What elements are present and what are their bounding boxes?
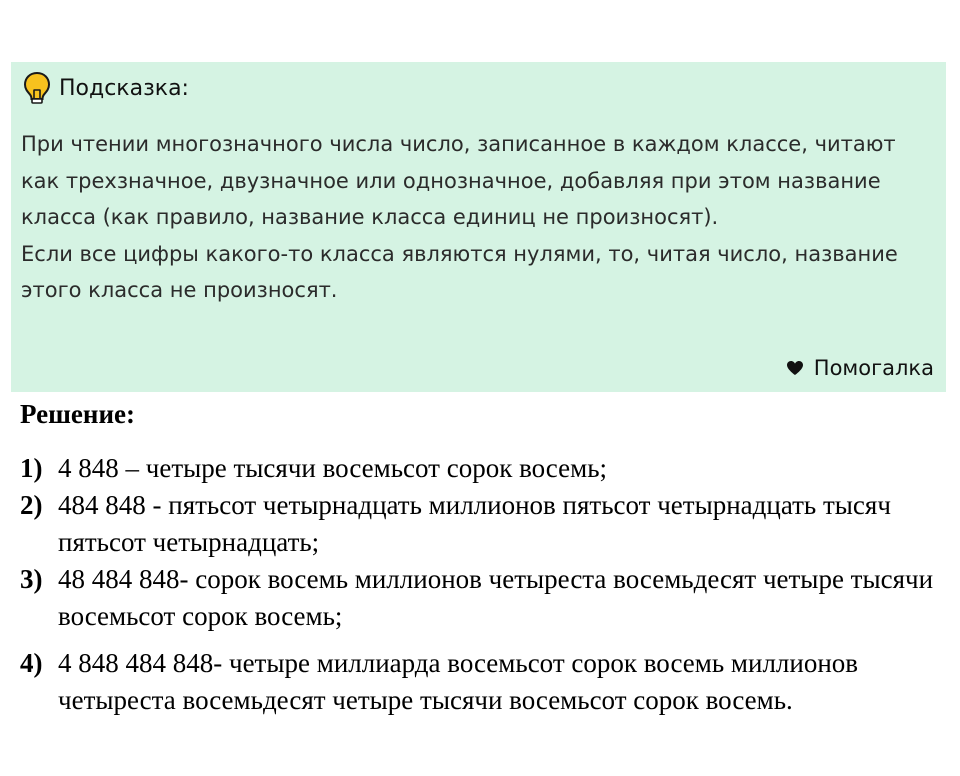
item-number: 1)	[20, 453, 43, 483]
lightbulb-icon	[23, 71, 51, 105]
hint-body	[21, 126, 931, 309]
hint-paragraph: При чтении многозначного числа число, записанное в каждом классе, читают как трехзначное, двузначное или однозначное, добавляя при этом название класса (как правило, название класса единиц не произносят).	[21, 132, 896, 229]
hint-paragraph: Если все цифры какого-то класса являются нулями, то, читая число, название этого класса не произносят.	[21, 241, 898, 302]
item-text: 48 484 848- сорок восемь миллионов четыреста восемьдесят четыре тысячи восемьсот сорок восемь;	[58, 564, 934, 631]
solution-title: Решение:	[20, 399, 135, 429]
heart-icon	[786, 360, 804, 376]
solution-list	[20, 450, 940, 719]
item-number: 4)	[20, 648, 43, 678]
item-text: 4 848 484 848- четыре миллиарда восемьсот сорок восемь миллионов четыреста восемьдесят четыре тысячи восемьсот сорок восемь.	[58, 648, 859, 715]
item-text: 484 848 - пятьсот четырнадцать миллионов пятьсот четырнадцать тысяч пятьсот четырнадцать;	[58, 490, 891, 557]
list-item	[20, 487, 940, 561]
credit-label: Помогалка	[813, 356, 934, 380]
item-number: 2)	[20, 490, 43, 520]
list-item	[20, 450, 940, 487]
hint-header	[23, 71, 189, 105]
list-item	[20, 645, 940, 719]
item-text: 4 848 – четыре тысячи восемьсот сорок восемь;	[58, 453, 608, 483]
item-number: 3)	[20, 564, 43, 594]
solution	[20, 396, 940, 719]
credit[interactable]	[786, 356, 934, 380]
hint-box	[11, 62, 946, 392]
hint-title: Подсказка:	[59, 75, 189, 101]
list-item	[20, 561, 940, 635]
